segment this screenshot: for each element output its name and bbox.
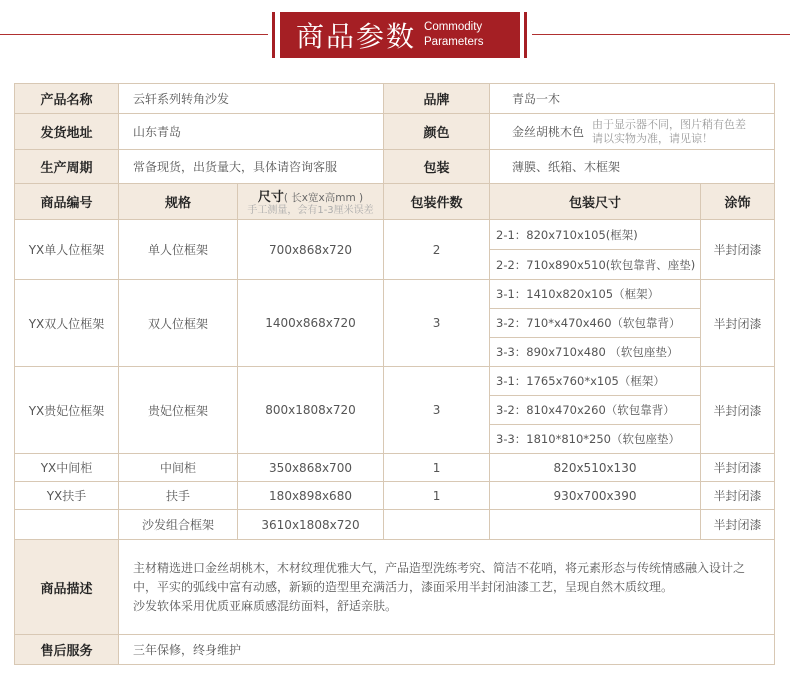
row-spec: 单人位框架	[119, 220, 238, 280]
row-code: YX中间柜	[15, 454, 119, 482]
row-code: YX扶手	[15, 482, 119, 510]
header-title-cn: 商品参数	[296, 20, 417, 53]
row-finish: 半封闭漆	[701, 510, 775, 540]
row-pack-size: 3-2：710*x470x460（软包靠背）	[490, 309, 701, 338]
table-row	[15, 220, 775, 250]
table-row	[15, 510, 775, 540]
table-row	[15, 84, 775, 114]
col-size-note: 手工测量，会有1-3厘米误差	[247, 205, 374, 216]
header-accent-bar-left	[272, 12, 275, 58]
col-finish-header: 涂饰	[701, 184, 775, 220]
cycle-label: 生产周期	[15, 150, 119, 184]
row-finish: 半封闭漆	[701, 220, 775, 280]
origin-label: 发货地址	[15, 114, 119, 150]
description-label: 商品描述	[15, 540, 119, 635]
parameter-table	[14, 83, 775, 665]
header-rule-left	[0, 34, 268, 35]
col-size-unit: ( 长x宽x高mm )	[283, 192, 364, 204]
row-code: YX贵妃位框架	[15, 367, 119, 454]
row-pack-size: 820x510x130	[490, 454, 701, 482]
col-spec-header: 规格	[119, 184, 238, 220]
col-packsize-header: 包装尺寸	[490, 184, 701, 220]
row-code	[15, 510, 119, 540]
service-row	[15, 635, 775, 665]
row-code: YX双人位框架	[15, 280, 119, 367]
row-spec: 中间柜	[119, 454, 238, 482]
description-row	[15, 540, 775, 635]
color-note-line2: 请以实物为准，请见谅！	[592, 131, 714, 145]
header-title-en-line1: Commodity	[424, 21, 483, 33]
row-spec: 双人位框架	[119, 280, 238, 367]
table-row	[15, 482, 775, 510]
color-value: 金丝胡桃木色	[512, 125, 585, 139]
row-pack-size	[490, 510, 701, 540]
row-pack-size: 3-2：810x470x260（软包靠背）	[490, 396, 701, 425]
row-count: 1	[384, 482, 490, 510]
table-row	[15, 280, 775, 309]
row-pack-size: 3-1：1410x820x105（框架）	[490, 280, 701, 309]
row-count: 3	[384, 280, 490, 367]
row-pack-size: 2-1：820x710x105(框架)	[490, 220, 701, 250]
row-pack-size: 2-2：710x890x510(软包靠背、座垫)	[490, 250, 701, 280]
row-count: 1	[384, 454, 490, 482]
row-size: 800x1808x720	[238, 367, 384, 454]
row-finish: 半封闭漆	[701, 454, 775, 482]
row-size: 3610x1808x720	[238, 510, 384, 540]
cycle-value: 常备现货，出货量大，具体请咨询客服	[119, 150, 384, 184]
row-size: 1400x868x720	[238, 280, 384, 367]
product-name-label: 产品名称	[15, 84, 119, 114]
header-rule-right	[532, 34, 790, 35]
table-row	[15, 114, 775, 150]
table-row	[15, 454, 775, 482]
row-pack-size: 930x700x390	[490, 482, 701, 510]
pack-label: 包装	[384, 150, 490, 184]
row-spec: 沙发组合框架	[119, 510, 238, 540]
row-spec: 贵妃位框架	[119, 367, 238, 454]
table-row	[15, 367, 775, 396]
header-title-en-line2: Parameters	[424, 36, 484, 48]
col-code-header: 商品编号	[15, 184, 119, 220]
row-code: YX单人位框架	[15, 220, 119, 280]
header-accent-bar-right	[524, 12, 527, 58]
header-banner	[280, 12, 520, 58]
row-count	[384, 510, 490, 540]
row-size: 180x898x680	[238, 482, 384, 510]
column-header-row	[15, 184, 775, 220]
color-cell	[490, 114, 775, 150]
brand-label: 品牌	[384, 84, 490, 114]
color-note	[592, 118, 746, 146]
row-pack-size: 3-1：1765x760*x105（框架）	[490, 367, 701, 396]
col-count-header: 包装件数	[384, 184, 490, 220]
row-pack-size: 3-3：1810*810*250（软包座垫）	[490, 425, 701, 454]
pack-value: 薄膜、纸箱、木框架	[490, 150, 775, 184]
row-count: 2	[384, 220, 490, 280]
brand-value: 青岛一木	[490, 84, 775, 114]
row-finish: 半封闭漆	[701, 280, 775, 367]
row-spec: 扶手	[119, 482, 238, 510]
col-size-header	[238, 184, 384, 220]
product-name-value: 云轩系列转角沙发	[119, 84, 384, 114]
service-value: 三年保修，终身维护	[119, 635, 775, 665]
description-line1: 主材精选进口金丝胡桃木，木材纹理优雅大气，产品造型洗练考究、简洁不花哨，将元素形态与传统情感融入设计之中，平实的弧线中富有动感，新颖的造型里充满活力，漆面采用半封闭油漆工艺，呈现自然木质纹理。	[133, 560, 746, 594]
color-note-line1: 由于显示器不同，图片稍有色差	[592, 117, 747, 131]
row-finish: 半封闭漆	[701, 482, 775, 510]
service-label: 售后服务	[15, 635, 119, 665]
header-title-en	[424, 20, 483, 50]
description-text	[119, 540, 775, 635]
description-line2: 沙发软体采用优质亚麻质感混纺面料，舒适亲肤。	[133, 598, 398, 613]
row-size: 700x868x720	[238, 220, 384, 280]
col-size-title: 尺寸	[257, 190, 284, 205]
color-label: 颜色	[384, 114, 490, 150]
row-count: 3	[384, 367, 490, 454]
row-finish: 半封闭漆	[701, 367, 775, 454]
origin-value: 山东青岛	[119, 114, 384, 150]
row-size: 350x868x700	[238, 454, 384, 482]
row-pack-size: 3-3：890x710x480 （软包座垫）	[490, 338, 701, 367]
table-row	[15, 150, 775, 184]
